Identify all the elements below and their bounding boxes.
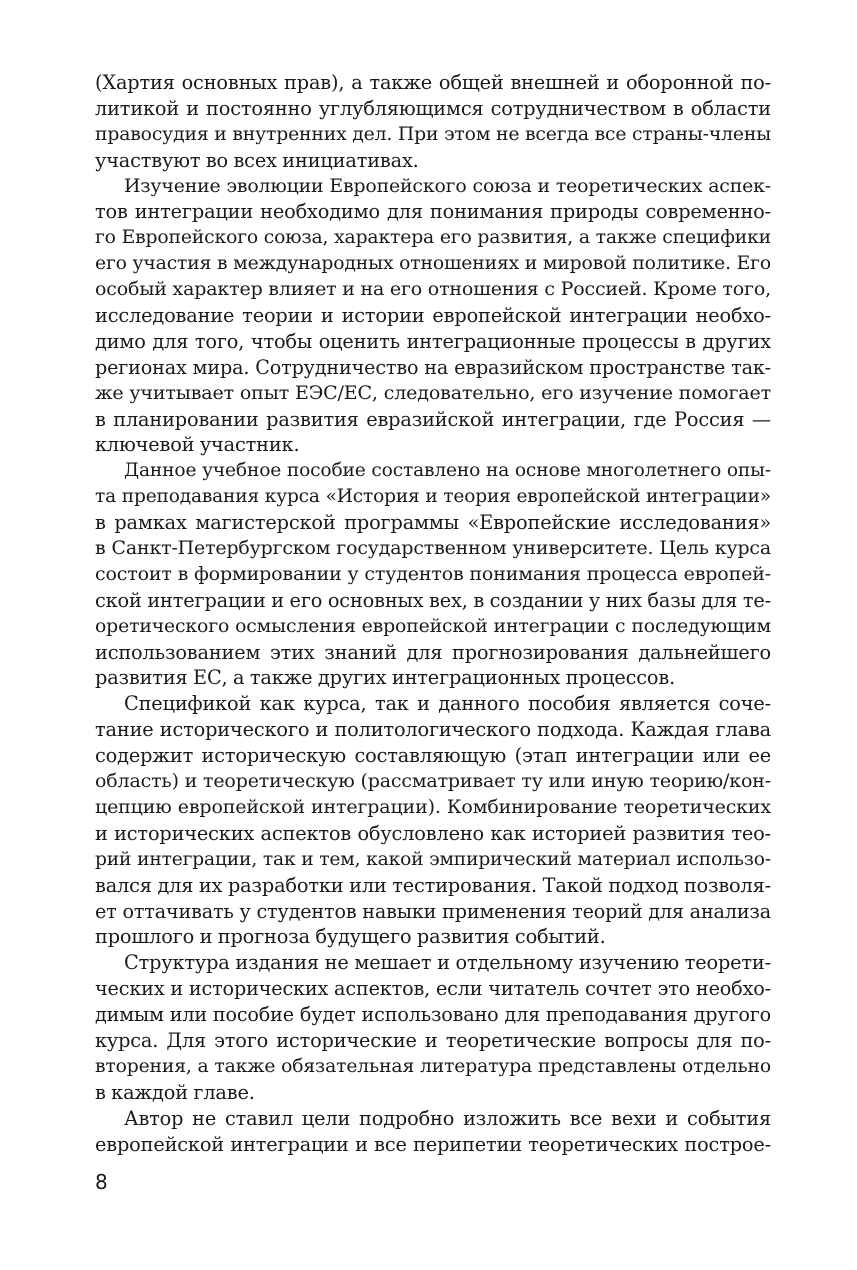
paragraph-5 (95, 950, 771, 1105)
text-line: димо для того, чтобы оценить интеграционные процессы в других (95, 329, 771, 353)
text-line: Спецификой как курса, так и данного пособия является соче- (124, 692, 771, 716)
page-number: 8 (95, 1170, 108, 1194)
text-line: европейской интеграции и все перипетии теоретических построе- (95, 1132, 771, 1156)
text-line: та преподавания курса «История и теория европейской интеграции» (95, 486, 771, 508)
paragraph-6 (95, 1106, 771, 1158)
text-line: участвуют во всех инициативах. (95, 148, 419, 172)
text-line: ской интеграции и его основных вех, в создании у них базы для те- (95, 588, 771, 612)
text-line: регионах мира. Сотрудничество на евразийском пространстве так- (95, 355, 771, 379)
text-line: в рамках магистерской программы «Европейские исследования» (95, 511, 771, 535)
text-line: литикой и постоянно углубляющимся сотрудничеством в области (95, 96, 771, 120)
text-line: правосудия и внутренних дел. При этом не всегда все страны-члены (95, 123, 771, 145)
paragraph-2 (95, 174, 771, 459)
paragraph-1 (95, 70, 771, 174)
text-line: вался для их разработки или тестирования. Такой подход позволя- (95, 873, 771, 897)
text-line: оретического осмысления европейской интеграции с последующим (95, 615, 771, 637)
text-line: в каждой главе. (95, 1080, 255, 1104)
text-line: Изучение эволюции Европейского союза и теоретических аспек- (124, 174, 771, 197)
text-line: его участия в международных отношениях и мировой политике. Его (95, 253, 771, 275)
text-line: Структура издания не мешает и отдельному изучению теорети- (124, 951, 771, 975)
text-line: использованием этих знаний для прогнозирования дальнейшего (95, 640, 771, 664)
text-line: тание исторического и политологического подхода. Каждая глава (95, 718, 771, 742)
text-line: тов интеграции необходимо для понимания природы современно- (95, 200, 771, 224)
text-line: же учитывает опыт ЕЭС/ЕС, следовательно, его изучение помогает (95, 381, 771, 404)
text-line: рий интеграции, так и тем, какой эмпирический материал использо- (95, 848, 771, 870)
text-line: вторения, а также обязательная литература представлены отдельно (95, 1055, 771, 1077)
text-line: особый характер влияет и на его отношения с Россией. Кроме того, (95, 278, 771, 301)
paragraph-4 (95, 691, 771, 950)
text-line: (Хартия основных прав), а также общей внешней и оборонной по- (95, 71, 771, 94)
text-line: курса. Для этого исторические и теоретические вопросы для по- (95, 1028, 771, 1052)
text-line: Автор не ставил цели подробно изложить все вехи и события (124, 1106, 771, 1130)
text-line: цепцию европейской интеграции). Комбинирование теоретических (95, 795, 771, 818)
text-line: содержит историческую составляющую (этап интеграции или ее (95, 744, 771, 768)
text-line: Данное учебное пособие составлено на основе многолетнего опы- (124, 460, 771, 482)
text-line: в Санкт-Петербургском государственном университете. Цель курса (95, 537, 771, 560)
text-line: и исторических аспектов обусловлено как историей развития тео- (95, 821, 771, 845)
text-line: го Европейского союза, характера его развития, а также специфики (95, 227, 771, 249)
text-line: ет оттачивать у студентов навыки применения теорий для анализа (95, 899, 771, 923)
text-line: исследование теории и истории европейской интеграции необхо- (95, 304, 771, 328)
text-line: развития ЕС, а также других интеграционных процессов. (95, 666, 676, 690)
page-body (95, 70, 771, 1157)
text-line: область) и теоретическую (рассматривает ту или иную теорию/кон- (95, 770, 771, 793)
text-line: прошлого и прогноза будущего развития событий. (95, 925, 606, 949)
text-line: ключевой участник. (95, 433, 300, 457)
text-line: в планировании развития евразийской интеграции, где Россия — (95, 407, 771, 431)
paragraph-3 (95, 458, 771, 691)
text-line: ческих и исторических аспектов, если читатель сочтет это необхо- (95, 977, 771, 1001)
text-line: димым или пособие будет использовано для преподавания другого (95, 1003, 771, 1027)
text-line: состоит в формировании у студентов понимания процесса европей- (95, 562, 771, 585)
